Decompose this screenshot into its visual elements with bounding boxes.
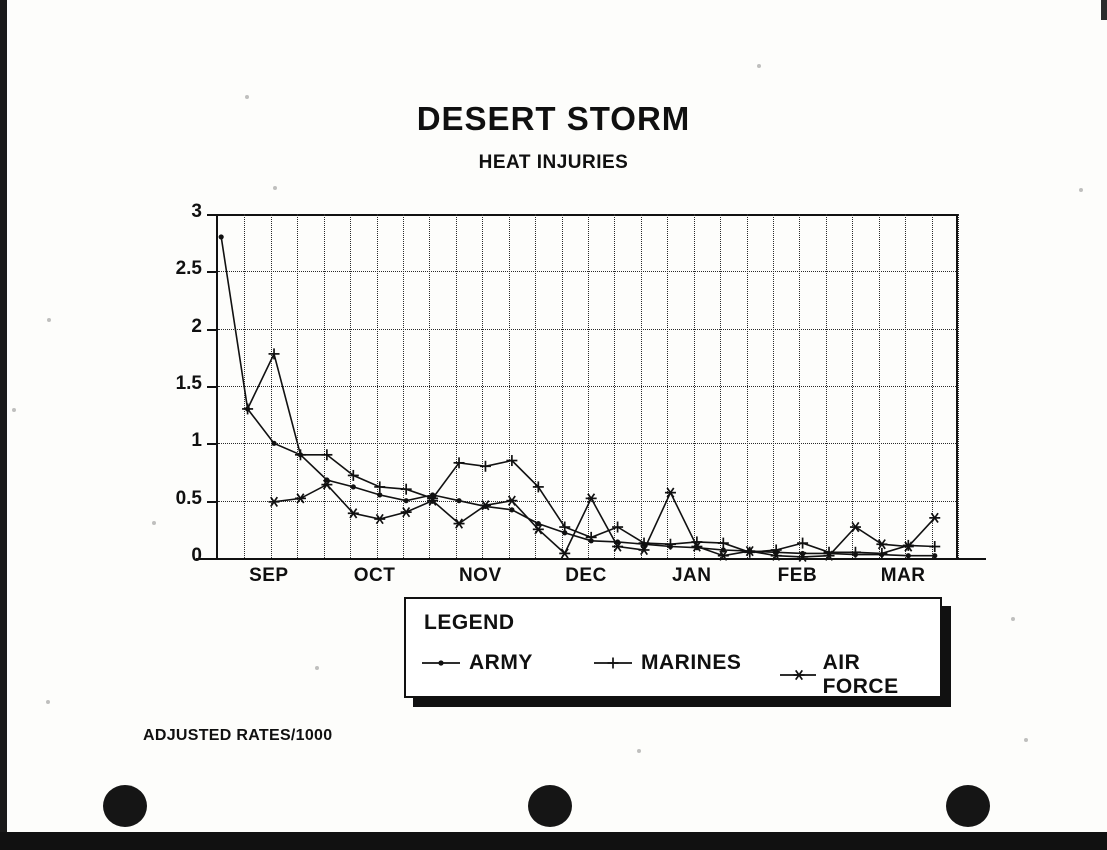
series-marker-plus xyxy=(612,522,623,533)
series-marker-plus xyxy=(771,544,782,555)
legend-title: LEGEND xyxy=(424,611,515,634)
scan-speckle xyxy=(245,95,249,99)
legend-box xyxy=(404,597,942,698)
series-marker-plus xyxy=(850,547,861,558)
scan-speckle xyxy=(46,700,50,704)
scan-speckle xyxy=(12,408,16,412)
scan-speckle xyxy=(1079,188,1083,192)
series-marker-dot xyxy=(351,484,356,489)
y-axis-tick-mark xyxy=(207,214,216,216)
scan-speckle xyxy=(152,521,156,525)
x-axis-month-label: FEB xyxy=(777,565,818,586)
legend-entry-label: ARMY xyxy=(469,651,533,674)
y-axis-tick-label: 1.5 xyxy=(175,373,202,394)
series-marker-asterisk xyxy=(295,494,306,503)
y-axis-tick-mark xyxy=(207,501,216,503)
legend-marker-dot-icon xyxy=(420,652,462,674)
scan-speckle xyxy=(757,64,761,68)
y-axis-tick-label: 3 xyxy=(191,201,202,222)
scan-speckle xyxy=(47,318,51,322)
series-line-marines xyxy=(248,354,935,554)
legend-entry-label: AIR FORCE xyxy=(822,651,899,698)
x-axis-month-label: JAN xyxy=(671,565,712,586)
series-marker-plus xyxy=(665,539,676,550)
series-lines xyxy=(218,214,958,558)
series-marker-asterisk xyxy=(586,494,597,503)
legend-entry-marines xyxy=(592,651,741,675)
series-marker-asterisk xyxy=(374,514,385,523)
series-marker-plus xyxy=(401,484,412,495)
y-axis-tick-label: 0.5 xyxy=(175,487,202,509)
legend-entries xyxy=(420,651,930,698)
y-axis-tick-mark xyxy=(207,443,216,445)
legend-marker-asterisk-icon xyxy=(778,664,816,686)
y-axis-tick-mark xyxy=(207,271,216,273)
series-marker-asterisk xyxy=(269,497,280,506)
x-axis-line xyxy=(196,558,986,560)
series-marker-plus xyxy=(269,348,280,359)
y-axis-tick-label: 2 xyxy=(191,315,202,337)
footnote-label: ADJUSTED RATES/1000 xyxy=(143,727,333,744)
x-axis-month-label: MAR xyxy=(880,565,926,586)
series-marker-asterisk xyxy=(665,488,676,497)
series-line-army xyxy=(221,237,935,556)
series-line-air-force xyxy=(274,485,935,557)
legend-marker-plus-icon xyxy=(592,652,634,674)
page-edge-bottom xyxy=(0,832,1107,850)
x-axis-month-label: OCT xyxy=(353,565,396,586)
legend-entry-air-force xyxy=(778,651,930,699)
chart-title: DESERT STORM xyxy=(416,100,691,137)
series-marker-dot xyxy=(271,441,276,446)
scan-speckle xyxy=(273,186,277,190)
scan-speckle xyxy=(1011,617,1015,621)
x-axis-month-label: DEC xyxy=(565,565,607,586)
legend-entry-label: MARINES xyxy=(641,651,742,674)
y-axis-tick-mark xyxy=(207,329,216,331)
legend-entry-army xyxy=(420,651,533,675)
chart-subtitle: HEAT INJURIES xyxy=(478,152,629,173)
y-axis-tick-label: 2.5 xyxy=(175,258,202,280)
gridline-vertical xyxy=(958,214,959,558)
series-marker-plus xyxy=(929,541,940,552)
series-marker-plus xyxy=(374,481,385,492)
series-marker-dot xyxy=(509,507,514,512)
y-axis-tick-label: 0 xyxy=(191,545,202,566)
series-marker-plus xyxy=(797,538,808,549)
punch-hole xyxy=(528,785,572,827)
scan-speckle xyxy=(315,666,319,670)
punch-hole xyxy=(103,785,147,827)
series-marker-dot xyxy=(456,498,461,503)
series-marker-plus xyxy=(718,538,729,549)
plot-area xyxy=(216,214,958,558)
scan-speckle xyxy=(637,749,641,753)
y-axis-tick-mark xyxy=(207,386,216,388)
page-edge-top-right xyxy=(1101,0,1107,20)
punch-hole xyxy=(946,785,990,827)
series-marker-plus xyxy=(480,461,491,472)
x-axis-month-label: NOV xyxy=(458,565,502,586)
series-marker-dot xyxy=(404,498,409,503)
series-marker-dot xyxy=(219,234,224,239)
series-marker-dot xyxy=(377,492,382,497)
x-axis-month-label: SEP xyxy=(249,565,289,586)
y-axis-tick-label: 1 xyxy=(191,430,202,452)
series-marker-asterisk xyxy=(401,507,412,516)
scan-speckle xyxy=(1024,738,1028,742)
